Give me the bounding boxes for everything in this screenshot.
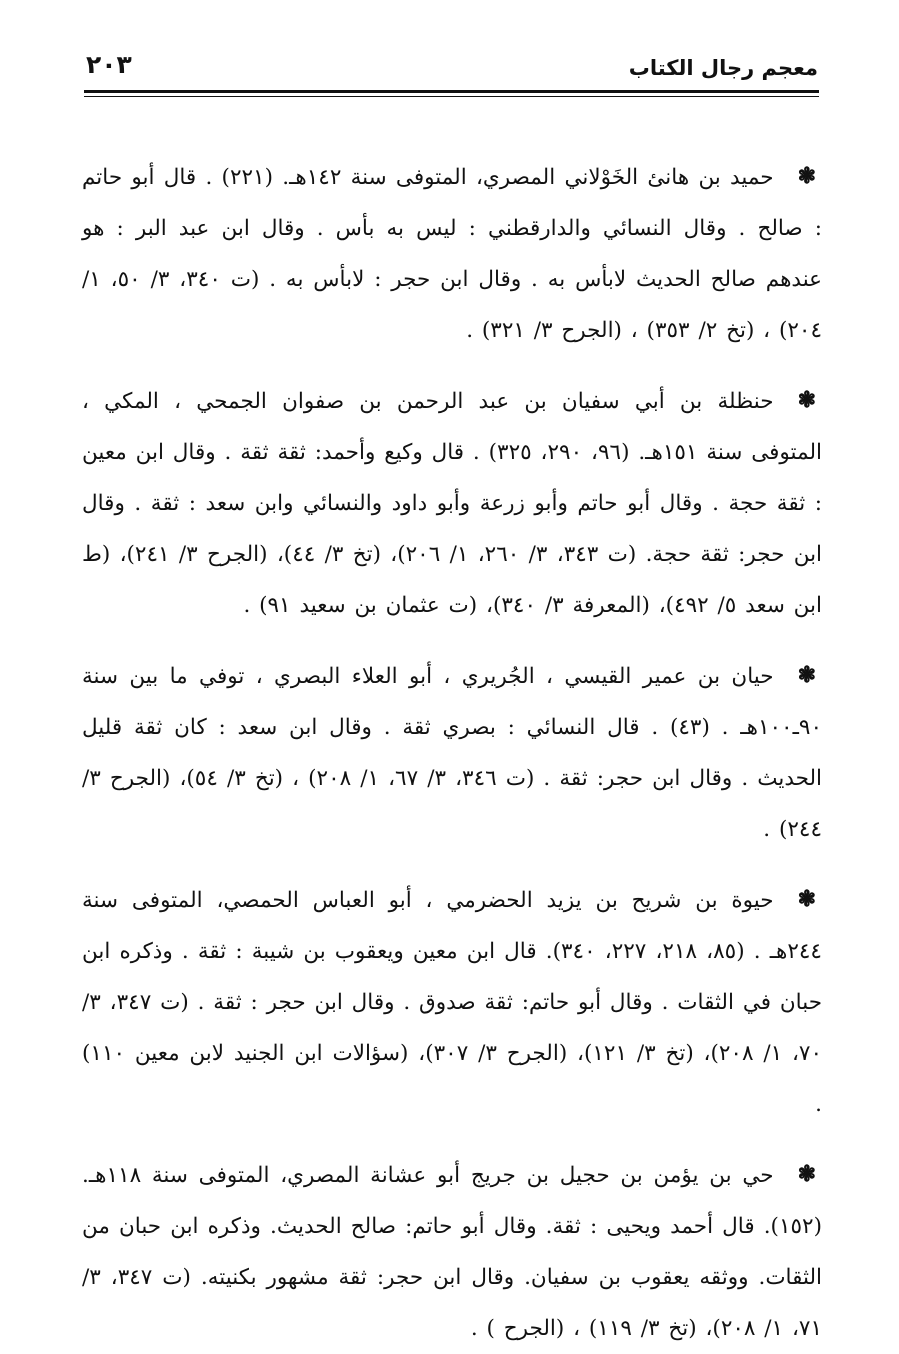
entry-hanzala: [82, 376, 822, 631]
star-marker-icon: ❃: [797, 886, 816, 912]
star-marker-icon: ❃: [797, 387, 816, 413]
entry-hayyan: [82, 651, 822, 855]
entry-text: حيان بن عمير القيسي ، الجُريري ، أبو العلاء البصري ، توفي ما بين سنة ٩٠ـ١٠٠هـ . (٤٣) . قال النسائي : بصري ثقة . وقال ابن سعد : كان ثقة قليل الحديث . وقال ابن حجر: ثقة . (ت ٣٤٦، ٣/ ٦٧، ١/ ٢٠٨) ، (تخ ٣/ ٥٤)، (الجرح ٣/ ٢٤٤) .: [82, 664, 823, 842]
entry-haywa: [82, 875, 822, 1130]
header-rule-thin: [84, 96, 819, 97]
running-header: [84, 44, 818, 90]
entry-text: حنظلة بن أبي سفيان بن عبد الرحمن بن صفوان الجمحي ، المكي ، المتوفى سنة ١٥١هـ. (٩٦، ٢٩٠، ٣٢٥) . قال وكيع وأحمد: ثقة ثقة . وقال ابن معين : ثقة حجة . وقال أبو حاتم وأبو زرعة وأبو داود والنسائي وابن سعد : ثقة . وقال ابن حجر: ثقة حجة. (ت ٣٤٣، ٣/ ٢٦٠، ١/ ٢٠٦)، (تخ ٣/ ٤٤)، (الجرح ٣/ ٢٤١)، (ط ابن سعد ٥/ ٤٩٢)، (المعرفة ٣/ ٣٤٠)، (ت عثمان بن سعيد ٩١) .: [82, 389, 823, 618]
entry-text: حي بن يؤمن بن حجيل بن جريج أبو عشانة المصري، المتوفى سنة ١١٨هـ. (١٥٢). قال أحمد ويحيى : ثقة. وقال أبو حاتم: صالح الحديث. وذكره ابن حبان من الثقات. ووثقه يعقوب بن سفيان. وقال ابن حجر: ثقة مشهور بكنيته. (ت ٣٤٧، ٣/ ٧١، ١/ ٢٠٨)، (تخ ٣/ ١١٩) ، (الجرح ) .: [82, 1163, 822, 1341]
book-title: معجم رجال الكتاب: [628, 56, 818, 80]
entries-list: [82, 152, 822, 1354]
entry-text: حيوة بن شريح بن يزيد الحضرمي ، أبو العباس الحمصي، المتوفى سنة ٢٤٤هـ . (٨٥، ٢١٨، ٢٢٧، ٣٤٠). قال ابن معين ويعقوب بن شيبة : ثقة . وذكره ابن حبان في الثقات . وقال أبو حاتم: ثقة صدوق . وقال ابن حجر : ثقة . (ت ٣٤٧، ٣/ ٧٠، ١/ ٢٠٨)، (تخ ٣/ ١٢١)، (الجرح ٣/ ٣٠٧)، (سؤالات ابن الجنيد لابن معين ١١٠) .: [82, 888, 823, 1117]
star-marker-icon: ❃: [797, 662, 816, 688]
page-number: ٢٠٣: [86, 50, 132, 79]
star-marker-icon: ❃: [797, 1161, 816, 1187]
entry-humayd: [82, 152, 822, 356]
entry-hayy: [82, 1150, 822, 1354]
header-rule: [84, 90, 819, 93]
star-marker-icon: ❃: [797, 163, 816, 189]
entry-text: حميد بن هانئ الخَوْلاني المصري، المتوفى سنة ١٤٢هـ. (٢٢١) . قال أبو حاتم : صالح . وقال النسائي والدارقطني : ليس به بأس . وقال ابن عبد البر : هو عندهم صالح الحديث لابأس به . وقال ابن حجر : لابأس به . (ت ٣٤٠، ٣/ ٥٠، ١/ ٢٠٤) ، (تخ ٢/ ٣٥٣) ، (الجرح ٣/ ٣٢١) .: [82, 165, 823, 343]
